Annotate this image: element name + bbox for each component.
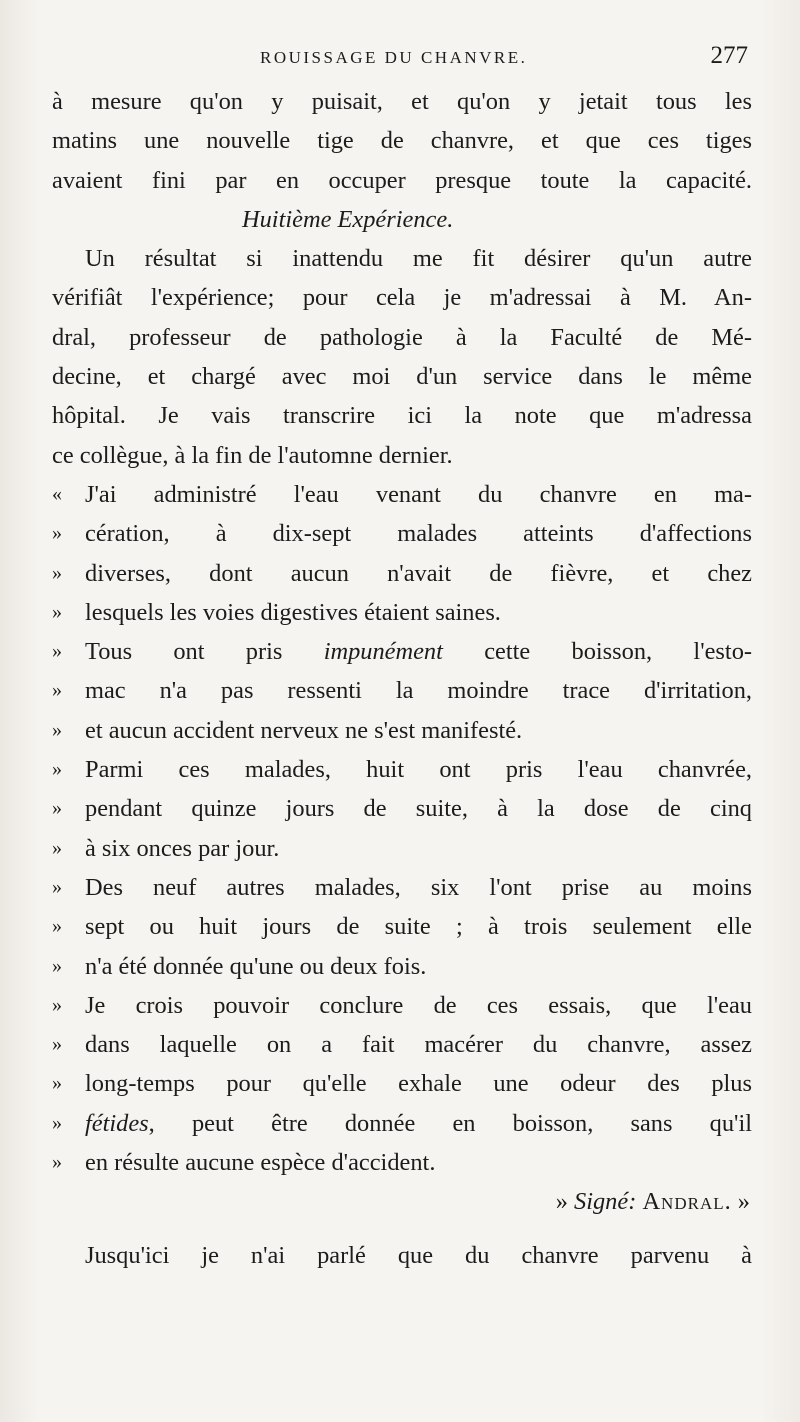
- text-line: [85, 1104, 752, 1143]
- quote-mark: »: [52, 915, 62, 938]
- quote-mark: »: [52, 875, 62, 898]
- signature-label: Signé:: [574, 1188, 637, 1216]
- quote-line: [52, 829, 752, 868]
- emphasis: impunément: [323, 638, 443, 666]
- signature-line: [52, 1182, 752, 1221]
- quote-mark: »: [52, 1072, 62, 1095]
- quote-line: [52, 475, 752, 514]
- quote-line: [52, 711, 752, 750]
- quote-line: [52, 1064, 752, 1103]
- text-line: sept ou huit jours de suite ; à trois seulement elle: [85, 913, 752, 941]
- quote-mark: «: [52, 482, 62, 505]
- text-line: diverses, dont aucun n'avait de fièvre, et chez: [85, 559, 752, 587]
- quote-mark: »: [52, 718, 62, 741]
- text-fragment: , peut être donnée en boisson, sans qu'il: [148, 1109, 752, 1137]
- quote-line: [52, 789, 752, 828]
- text-fragment: Tous ont pris: [85, 638, 324, 666]
- text-line: Parmi ces malades, huit ont pris l'eau chanvrée,: [85, 756, 752, 784]
- text-line: matins une nouvelle tige de chanvre, et que ces tiges: [52, 127, 752, 155]
- quote-line: [52, 1143, 752, 1182]
- quote-mark: »: [52, 758, 62, 781]
- text-line: [85, 632, 752, 671]
- text-line: vérifiât l'expérience; pour cela je m'adressai à M. An-: [52, 284, 752, 312]
- quote-mark: »: [52, 679, 62, 702]
- quote-mark: »: [52, 561, 62, 584]
- running-head: [52, 42, 752, 82]
- quote-mark: »: [52, 993, 62, 1016]
- text-line: lesquels les voies digestives étaient saines.: [85, 598, 501, 626]
- paragraph-continuation: [52, 82, 752, 200]
- quote-mark: »: [52, 1033, 62, 1056]
- quote-line: [52, 907, 752, 946]
- quote-mark: »: [52, 522, 62, 545]
- text-line: et aucun accident nerveux ne s'est manifesté.: [85, 716, 523, 744]
- quote-line: [52, 671, 752, 710]
- text-line: hôpital. Je vais transcrire ici la note que m'adressa: [52, 402, 752, 430]
- quote-line: [52, 554, 752, 593]
- text-line: J'ai administré l'eau venant du chanvre en ma-: [85, 480, 752, 508]
- quote-mark: »: [555, 1188, 575, 1216]
- text-line: en résulte aucune espèce d'accident.: [85, 1149, 436, 1177]
- quote-line: [52, 593, 752, 632]
- emphasis: fétides: [85, 1109, 149, 1137]
- quote-mark: »: [52, 640, 62, 663]
- quote-line: [52, 947, 752, 986]
- text-line: n'a été donnée qu'une ou deux fois.: [85, 952, 427, 980]
- text-line: dans laquelle on a fait macérer du chanvre, assez: [85, 1031, 752, 1059]
- quote-line: [52, 868, 752, 907]
- quote-mark: »: [52, 1111, 62, 1134]
- text-line: cération, à dix-sept malades atteints d'affections: [85, 520, 752, 548]
- quote-mark: »: [52, 797, 62, 820]
- quote-line: [52, 1025, 752, 1064]
- text-line: long-temps pour qu'elle exhale une odeur des plus: [85, 1070, 752, 1098]
- section-heading: Huitième Expérience.: [242, 205, 454, 233]
- text-line: Des neuf autres malades, six l'ont prise au moins: [85, 873, 752, 901]
- text-line: à six onces par jour.: [85, 834, 280, 862]
- text-line: avaient fini par en occuper presque toute la capacité.: [52, 166, 752, 194]
- quoted-note: [52, 475, 752, 1222]
- quote-mark: »: [52, 954, 62, 977]
- signature-name: Andral.: [642, 1188, 732, 1216]
- text-line: Jusqu'ici je n'ai parlé que du chanvre parvenu à: [85, 1241, 752, 1269]
- running-title: ROUISSAGE DU CHANVRE.: [260, 48, 528, 67]
- quote-line: [52, 632, 752, 671]
- paragraph-intro: [52, 239, 752, 475]
- quote-line: [52, 514, 752, 553]
- quote-mark: »: [52, 836, 62, 859]
- text-line: dral, professeur de pathologie à la Faculté de Mé-: [52, 323, 752, 351]
- quote-line: [52, 750, 752, 789]
- text-line: Un résultat si inattendu me fit désirer qu'un autre: [85, 245, 752, 273]
- text-line: pendant quinze jours de suite, à la dose de cinq: [85, 795, 752, 823]
- text-fragment: cette boisson, l'esto-: [442, 638, 753, 666]
- text-line: mac n'a pas ressenti la moindre trace d'irritation,: [85, 677, 752, 705]
- quote-mark: »: [52, 600, 62, 623]
- text-line: à mesure qu'on y puisait, et qu'on y jetait tous les: [52, 88, 752, 115]
- text-line: Je crois pouvoir conclure de ces essais, que l'eau: [85, 991, 752, 1019]
- text-line: ce collègue, à la fin de l'automne dernier.: [52, 441, 453, 469]
- quote-mark: »: [731, 1188, 750, 1216]
- quote-line: [52, 1104, 752, 1143]
- page-number: 277: [710, 42, 748, 69]
- paragraph-gap: [52, 1222, 752, 1236]
- text-line: decine, et chargé avec moi d'un service dans le même: [52, 363, 752, 391]
- quote-line: [52, 986, 752, 1025]
- quote-mark: »: [52, 1151, 62, 1174]
- page-body: [52, 82, 752, 1275]
